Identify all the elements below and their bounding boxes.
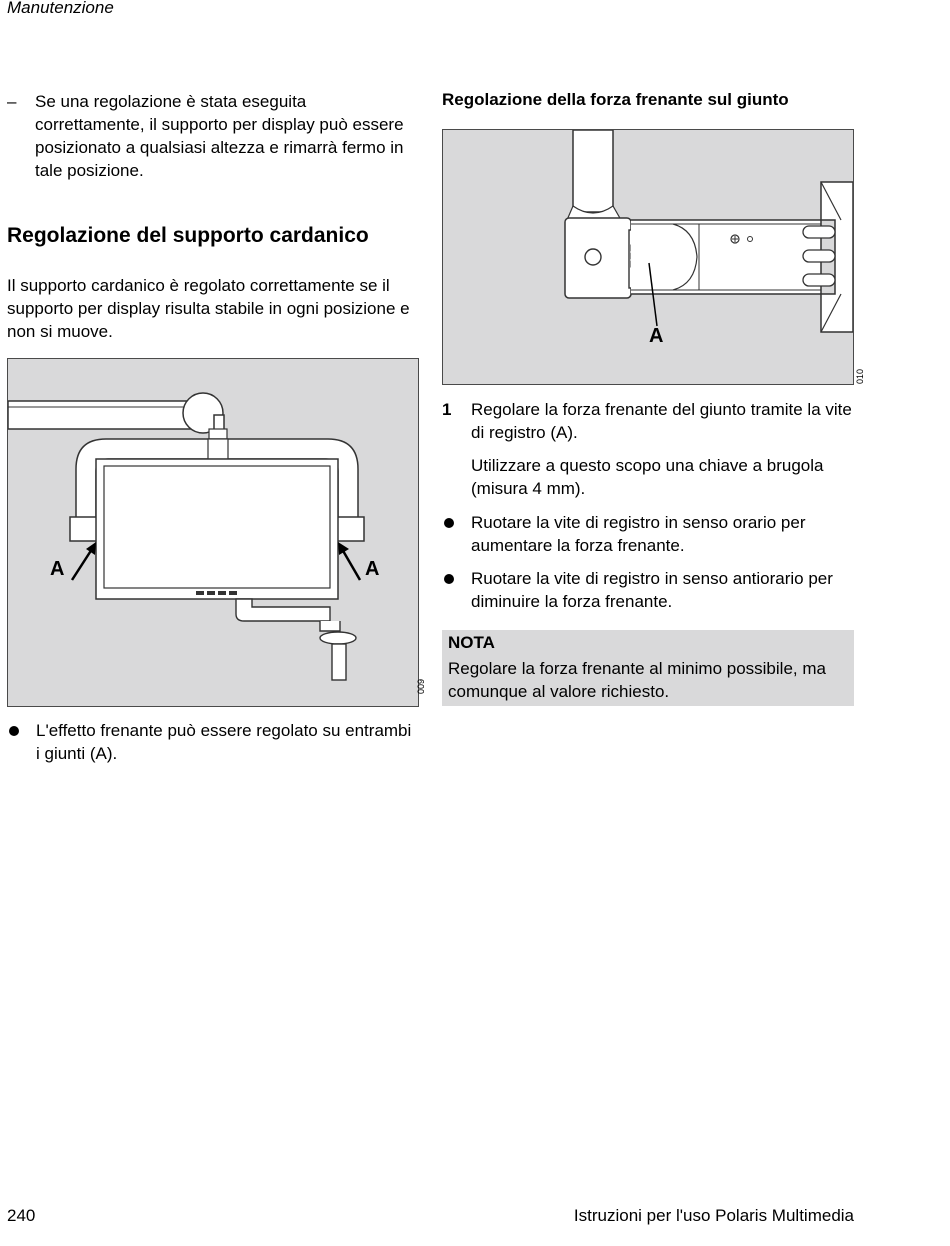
dash-marker: –: [7, 92, 17, 111]
figure-code-009: 009: [416, 678, 426, 694]
bullet-item-counterclockwise: [442, 567, 854, 613]
bullet-item-clockwise: [442, 511, 854, 557]
bullet-icon: [9, 726, 19, 736]
document-title: Istruzioni per l'uso Polaris Multimedia: [573, 1206, 854, 1225]
bullet-text: Ruotare la vite di registro in senso antiorario per diminuire la forza frenante.: [471, 569, 833, 611]
step-subtext-text: Utilizzare a questo scopo una chiave a brugola (misura 4 mm).: [471, 456, 824, 498]
note-title: NOTA: [448, 633, 495, 652]
joint-detail-illustration: [443, 130, 853, 384]
bullet-item-brake: [7, 719, 419, 765]
bullet-icon: [444, 574, 454, 584]
figure-joint-detail: [442, 129, 854, 385]
figure-label-a-right: A: [365, 558, 380, 580]
note-box: [442, 630, 854, 706]
note-text: Regolare la forza frenante al minimo possibile, ma comunque al valore richiesto.: [448, 659, 826, 701]
step-subtext: [442, 454, 854, 500]
section-heading-cardanic: Regolazione del supporto cardanico: [7, 224, 369, 247]
section-intro: Il supporto cardanico è regolato correttamente se il supporto per display risulta stabile in ogni posizione e non si muove.: [7, 276, 410, 341]
step-number: 1: [442, 400, 452, 419]
page-number: 240: [7, 1206, 36, 1225]
figure-label-a-left: A: [50, 558, 65, 580]
running-header: Manutenzione: [7, 0, 114, 17]
display-support-illustration: [8, 359, 418, 706]
bullet-text: Ruotare la vite di registro in senso orario per aumentare la forza frenante.: [471, 513, 806, 555]
dash-list-item: [7, 90, 417, 182]
section-heading-brake-force: Regolazione della forza frenante sul giunto: [442, 90, 789, 109]
figure-display-support: [7, 358, 419, 707]
bullet-icon: [444, 518, 454, 528]
figure-label-a: A: [649, 325, 664, 347]
dash-item-text: Se una regolazione è stata eseguita correttamente, il supporto per display può essere posizionato a qualsiasi altezza e rimarrà fermo in tale posizione.: [35, 92, 404, 180]
bullet-text: L'effetto frenante può essere regolato su entrambi i giunti (A).: [36, 721, 412, 763]
figure-code-010: 010: [855, 368, 865, 384]
step-item-1: [442, 398, 854, 444]
step-text: Regolare la forza frenante del giunto tramite la vite di registro (A).: [471, 400, 852, 442]
